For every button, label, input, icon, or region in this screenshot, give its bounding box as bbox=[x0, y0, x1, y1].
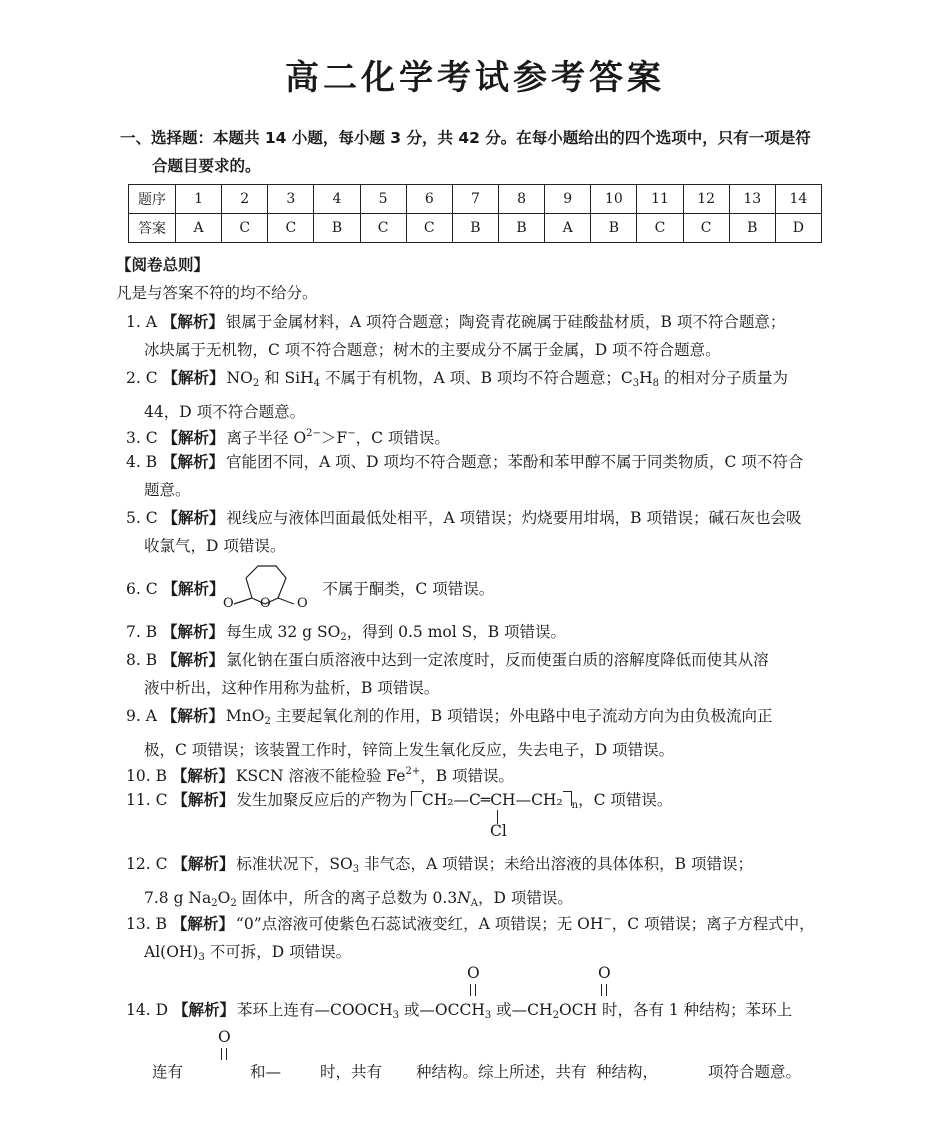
question-number: 13. B bbox=[126, 915, 167, 933]
table-cell: 3 bbox=[268, 185, 314, 214]
analysis-tag: 【解析】 bbox=[171, 915, 234, 933]
explanation-q5 bbox=[126, 504, 836, 560]
subscript: 8 bbox=[652, 378, 660, 389]
explanation-q9 bbox=[126, 702, 836, 764]
question-number: 11. C bbox=[126, 791, 168, 809]
formula-text: Al(OH) bbox=[144, 943, 199, 961]
explanation-q11 bbox=[126, 786, 836, 820]
double-bond-line bbox=[470, 984, 476, 996]
explanation-q2 bbox=[126, 364, 836, 426]
question-number: 10. B bbox=[126, 767, 167, 785]
explanation-text: ，C 项错误。 bbox=[355, 429, 450, 447]
rules-text: 凡是与答案不符的均不给分。 bbox=[116, 284, 318, 302]
question-number: 7. B bbox=[126, 623, 158, 641]
table-cell: C bbox=[360, 214, 406, 243]
carbonyl-oxygen-label: O bbox=[598, 964, 611, 982]
table-cell: C bbox=[268, 214, 314, 243]
explanation-text: 非气态，A 项错误；未给出溶液的具体体积，B 项错误； bbox=[359, 855, 753, 873]
explanation-text: “0”点溶液可使紫色石蕊试液变红，A 项错误；无 OH bbox=[235, 915, 604, 933]
subscript: 2 bbox=[252, 378, 260, 389]
atom-label: O bbox=[260, 596, 271, 611]
explanation-text: 种结构， bbox=[596, 1063, 659, 1081]
table-cell: 9 bbox=[545, 185, 591, 214]
explanation-text: 每生成 32 g SO bbox=[226, 623, 341, 641]
analysis-tag: 【解析】 bbox=[162, 453, 225, 471]
table-cell: 7 bbox=[452, 185, 498, 214]
analysis-tag: 【解析】 bbox=[161, 313, 224, 331]
table-cell: C bbox=[222, 214, 268, 243]
grading-rules bbox=[116, 251, 836, 307]
explanation-text: ，得到 0.5 mol S，B 项错误。 bbox=[346, 623, 567, 641]
formula-text: O bbox=[217, 889, 231, 907]
table-row-answers bbox=[129, 214, 822, 243]
explanation-text: 冰块属于无机物，C 项不符合题意；树木的主要成分不属于金属，D 项不符合题意。 bbox=[144, 341, 721, 359]
explanation-q14-line2 bbox=[152, 1058, 842, 1086]
superscript: − bbox=[603, 914, 612, 925]
analysis-tag: 【解析】 bbox=[162, 580, 225, 598]
question-number: 3. C bbox=[126, 429, 158, 447]
subscript: n bbox=[571, 800, 579, 811]
subscript: 3 bbox=[632, 378, 640, 389]
explanation-text: 氯化钠在蛋白质溶液中达到一定浓度时，反而使蛋白质的溶解度降低而使其从溶 bbox=[226, 651, 769, 669]
question-number: 5. C bbox=[126, 509, 158, 527]
question-number: 9. A bbox=[126, 707, 157, 725]
table-cell: B bbox=[498, 214, 544, 243]
carbonyl-oxygen-label: O bbox=[467, 964, 480, 982]
table-cell: C bbox=[406, 214, 452, 243]
question-number: 4. B bbox=[126, 453, 158, 471]
table-cell: C bbox=[637, 214, 683, 243]
question-number: 8. B bbox=[126, 651, 158, 669]
table-cell: C bbox=[683, 214, 729, 243]
page-title: 高二化学考试参考答案 bbox=[285, 58, 665, 98]
superscript: 2+ bbox=[405, 766, 421, 777]
explanation-text: ，C 项错误。 bbox=[578, 791, 673, 809]
table-cell: D bbox=[775, 214, 821, 243]
explanation-text: 题意。 bbox=[144, 481, 191, 499]
explanation-text: ＞F bbox=[320, 429, 348, 447]
table-cell: B bbox=[314, 214, 360, 243]
explanation-text: 44，D 项不符合题意。 bbox=[144, 403, 306, 421]
row-label-number: 题序 bbox=[129, 185, 176, 214]
explanation-text: ，B 项错误。 bbox=[420, 767, 515, 785]
table-cell: 8 bbox=[498, 185, 544, 214]
explanation-text: 不属于酮类，C 项错误。 bbox=[322, 580, 495, 598]
table-cell: A bbox=[176, 214, 222, 243]
subscript: 2 bbox=[552, 1010, 559, 1021]
table-cell: 2 bbox=[222, 185, 268, 214]
section-heading bbox=[120, 124, 840, 180]
question-number: 2. C bbox=[126, 369, 158, 387]
explanation-text: 发生加聚反应后的产物为 bbox=[236, 791, 407, 809]
analysis-tag: 【解析】 bbox=[162, 509, 225, 527]
subscript: 2 bbox=[230, 898, 237, 909]
table-cell: 13 bbox=[729, 185, 775, 214]
analysis-tag: 【解析】 bbox=[162, 369, 225, 387]
table-cell: 6 bbox=[406, 185, 452, 214]
table-cell: A bbox=[545, 214, 591, 243]
table-cell: B bbox=[729, 214, 775, 243]
explanation-q14 bbox=[126, 996, 836, 1030]
explanation-text: 离子半径 O bbox=[226, 429, 307, 447]
rules-heading: 【阅卷总则】 bbox=[116, 256, 210, 274]
table-cell: 1 bbox=[176, 185, 222, 214]
explanation-text: 时，共有 bbox=[320, 1063, 383, 1081]
superscript: − bbox=[347, 428, 356, 439]
explanation-text: 液中析出，这种作用称为盐析，B 项错误。 bbox=[144, 679, 440, 697]
question-number: 14. D bbox=[126, 1001, 169, 1019]
explanation-text: 连有 bbox=[152, 1063, 184, 1081]
explanation-text: 官能团不同，A 项、D 项均不符合题意；苯酚和苯甲醇不属于同类物质，C 项不符合 bbox=[226, 453, 804, 471]
explanation-text: ，C 项错误；离子方程式中， bbox=[611, 915, 815, 933]
explanation-text: OCH 时，各有 1 种结构；苯环上 bbox=[558, 1001, 793, 1019]
explanation-text: 种结构。综上所述，共有 bbox=[416, 1063, 587, 1081]
formula-text: 或—CH bbox=[491, 1001, 553, 1019]
analysis-tag: 【解析】 bbox=[172, 855, 235, 873]
atom-label: O bbox=[297, 596, 308, 611]
explanation-text: 收氯气，D 项错误。 bbox=[144, 537, 286, 555]
subscript: 3 bbox=[198, 952, 205, 963]
table-row-numbers bbox=[129, 185, 822, 214]
explanation-q13 bbox=[126, 906, 836, 972]
atom-label: O bbox=[223, 596, 234, 611]
section-heading-line2: 合题目要求的。 bbox=[152, 157, 261, 175]
explanation-q4 bbox=[126, 448, 836, 504]
carbonyl-oxygen-label: O bbox=[218, 1028, 231, 1046]
polymer-formula: CH₂—C═CH—CH₂ bbox=[421, 791, 563, 809]
explanation-q8 bbox=[126, 646, 836, 702]
table-cell: 14 bbox=[775, 185, 821, 214]
table-cell: 5 bbox=[360, 185, 406, 214]
analysis-tag: 【解析】 bbox=[172, 791, 235, 809]
analysis-tag: 【解析】 bbox=[162, 651, 225, 669]
chlorine-label: Cl bbox=[490, 822, 507, 840]
formula-text: MnO bbox=[225, 707, 265, 725]
superscript: 2− bbox=[306, 428, 321, 439]
subscript: 4 bbox=[313, 378, 321, 389]
subscript: A bbox=[470, 898, 479, 909]
explanation-text: 和— bbox=[250, 1063, 282, 1081]
explanation-text: 银属于金属材料，A 项符合题意；陶瓷青花碗属于硅酸盐材质，B 项不符合题意； bbox=[225, 313, 786, 331]
answer-table bbox=[128, 184, 822, 243]
question-number: 12. C bbox=[126, 855, 168, 873]
explanation-text: 主要起氧化剂的作用，B 项错误；外电路中电子流动方向为由负极流向正 bbox=[270, 707, 773, 725]
explanation-text: 固体中，所含的离子总数为 0.3 bbox=[236, 889, 458, 907]
explanation-text: 项符合题意。 bbox=[708, 1063, 802, 1081]
row-label-answer: 答案 bbox=[129, 214, 176, 243]
analysis-tag: 【解析】 bbox=[162, 429, 225, 447]
analysis-tag: 【解析】 bbox=[172, 1001, 235, 1019]
explanation-text: KSCN 溶液不能检验 Fe bbox=[235, 767, 406, 785]
subscript: 3 bbox=[392, 1010, 399, 1021]
formula-text: 苯环上连有—COOCH bbox=[236, 1001, 393, 1019]
question-number: 6. C bbox=[126, 580, 158, 598]
polymer-bracket-left bbox=[411, 791, 422, 806]
table-cell: B bbox=[452, 214, 498, 243]
formula-text: H bbox=[639, 369, 653, 387]
explanation-text: 不属于有机物，A 项、B 项均不符合题意；C bbox=[320, 369, 633, 387]
table-cell: 12 bbox=[683, 185, 729, 214]
analysis-tag: 【解析】 bbox=[171, 767, 234, 785]
analysis-tag: 【解析】 bbox=[162, 623, 225, 641]
double-bond-line bbox=[601, 984, 607, 996]
avogadro-symbol: N bbox=[457, 889, 471, 907]
subscript: 2 bbox=[211, 898, 218, 909]
formula-text: 和 SiH bbox=[259, 369, 314, 387]
table-cell: 4 bbox=[314, 185, 360, 214]
subscript: 2 bbox=[340, 632, 347, 643]
polymer-bracket-right bbox=[563, 791, 572, 806]
explanation-text: 标准状况下，SO bbox=[236, 855, 353, 873]
explanation-text: 极，C 项错误；该装置工作时，锌筒上发生氧化反应，失去电子，D 项错误。 bbox=[144, 741, 675, 759]
explanation-text: 7.8 g Na bbox=[144, 889, 212, 907]
formula-text: NO bbox=[226, 369, 253, 387]
formula-text: 或—OCCH bbox=[399, 1001, 485, 1019]
explanation-text: 的相对分子质量为 bbox=[659, 369, 788, 387]
table-cell: 10 bbox=[591, 185, 637, 214]
explanation-text: 不可拆，D 项错误。 bbox=[204, 943, 352, 961]
analysis-tag: 【解析】 bbox=[161, 707, 224, 725]
section-heading-line1: 一、选择题：本题共 14 小题，每小题 3 分，共 42 分。在每小题给出的四个选项中，只有一项是符 bbox=[120, 129, 811, 147]
question-number: 1. A bbox=[126, 313, 157, 331]
subscript: 3 bbox=[352, 864, 360, 875]
explanation-q1 bbox=[126, 308, 836, 364]
subscript: 3 bbox=[484, 1010, 492, 1021]
table-cell: B bbox=[591, 214, 637, 243]
explanation-line bbox=[126, 938, 836, 972]
table-cell: 11 bbox=[637, 185, 683, 214]
explanation-text: 视线应与液体凹面最低处相平，A 项错误；灼烧要用坩埚，B 项错误；碱石灰也会吸 bbox=[226, 509, 802, 527]
subscript: 2 bbox=[264, 716, 271, 727]
explanation-text: ，D 项错误。 bbox=[478, 889, 573, 907]
